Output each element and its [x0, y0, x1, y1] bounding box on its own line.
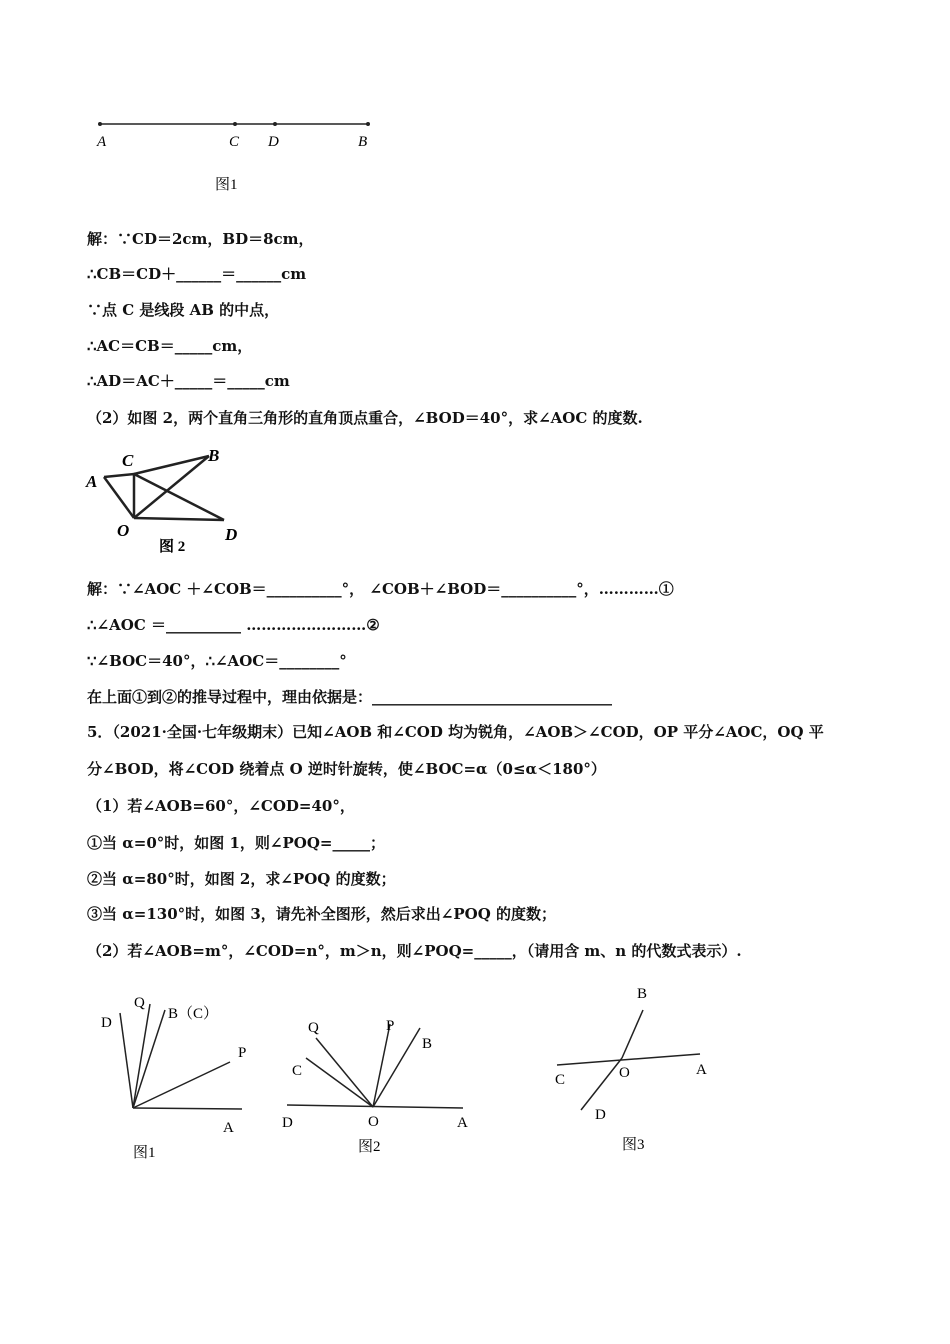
point-b [366, 122, 370, 126]
point-d [273, 122, 277, 126]
question-5-line-3: （1）若∠AOB=60°，∠COD=40°， [87, 797, 355, 815]
label-c: C [555, 1072, 566, 1088]
solution-1-line-3: ∵点 C 是线段 AB 的中点， [87, 301, 280, 319]
label-bc: B（C） [168, 1006, 219, 1022]
label-b: B [422, 1036, 433, 1052]
solution-2-line-2: ∴∠AOC ＝__________ ……………………② [87, 616, 380, 634]
label-c: C [229, 134, 240, 150]
solution-2-line-3: ∵∠BOC＝40°，∴∠AOC＝________° [87, 652, 347, 670]
solution-1-line-1: 解：∵CD＝2cm，BD＝8cm， [87, 230, 314, 248]
figure-caption: 图1 [215, 177, 238, 193]
label-d: D [101, 1015, 112, 1031]
angle-figure-3 [545, 980, 725, 1155]
label-o: O [368, 1114, 379, 1130]
triangles-figure [84, 444, 254, 560]
question-5-line-6: ③当 α=130°时，如图 3，请先补全图形，然后求出∠POQ 的度数； [87, 905, 557, 923]
label-p: P [238, 1045, 247, 1061]
point-a [98, 122, 102, 126]
label-d: D [225, 525, 238, 544]
segment-figure [90, 110, 390, 200]
solution-2-line-4: 在上面①到②的推导过程中，理由依据是：________________________________ [87, 688, 613, 706]
label-a: A [223, 1120, 234, 1136]
label-q: Q [308, 1020, 319, 1036]
label-a: A [86, 472, 98, 491]
question-5-line-1: 5．（2021·全国·七年级期末）已知∠AOB 和∠COD 均为锐角，∠AOB＞∠COD，OP 平分∠AOC，OQ 平 [87, 723, 824, 741]
angle-figure-1 [90, 990, 260, 1170]
question-5-line-4: ①当 α=0°时，如图 1，则∠POQ=_____； [87, 834, 385, 852]
label-b: B [208, 446, 220, 465]
question-5-line-7: （2）若∠AOB=m°，∠COD=n°，m＞n，则∠POQ=_____，（请用含 m、n 的代数式表示）. [87, 942, 742, 960]
point-c [233, 122, 237, 126]
label-c: C [122, 451, 134, 470]
label-a: A [457, 1115, 468, 1131]
solution-1-line-2: ∴CB＝CD＋______＝______cm [87, 265, 307, 283]
solution-1-line-5: ∴AD＝AC＋_____＝_____cm [87, 372, 290, 390]
label-d: D [282, 1115, 293, 1131]
label-q: Q [134, 995, 145, 1011]
figure-caption: 图 2 [159, 539, 186, 555]
angle-figure-2 [280, 1010, 480, 1160]
question-5-line-5: ②当 α=80°时，如图 2，求∠POQ 的度数； [87, 870, 396, 888]
question-5-line-2: 分∠BOD，将∠COD 绕着点 O 逆时针旋转，使∠BOC=α（0≤α＜180°） [87, 760, 606, 778]
label-c: C [292, 1063, 303, 1079]
label-b: B [358, 134, 368, 150]
label-o: O [117, 521, 130, 540]
label-p: P [386, 1018, 395, 1034]
label-a: A [97, 134, 107, 150]
figure-caption: 图3 [622, 1137, 645, 1153]
solution-2-line-1: 解：∵∠AOC ＋∠COB＝__________°， ∠COB＋∠BOD＝__________°，…………① [87, 580, 674, 598]
question-2: （2）如图 2，两个直角三角形的直角顶点重合，∠BOD＝40°，求∠AOC 的度数. [87, 409, 643, 427]
figure-caption: 图2 [358, 1139, 381, 1155]
label-a: A [696, 1062, 707, 1078]
label-d: D [595, 1107, 606, 1123]
figure-caption: 图1 [133, 1145, 156, 1161]
label-o: O [619, 1065, 630, 1081]
label-d: D [268, 134, 279, 150]
label-b: B [637, 986, 648, 1002]
solution-1-line-4: ∴AC＝CB＝_____cm， [87, 337, 253, 355]
